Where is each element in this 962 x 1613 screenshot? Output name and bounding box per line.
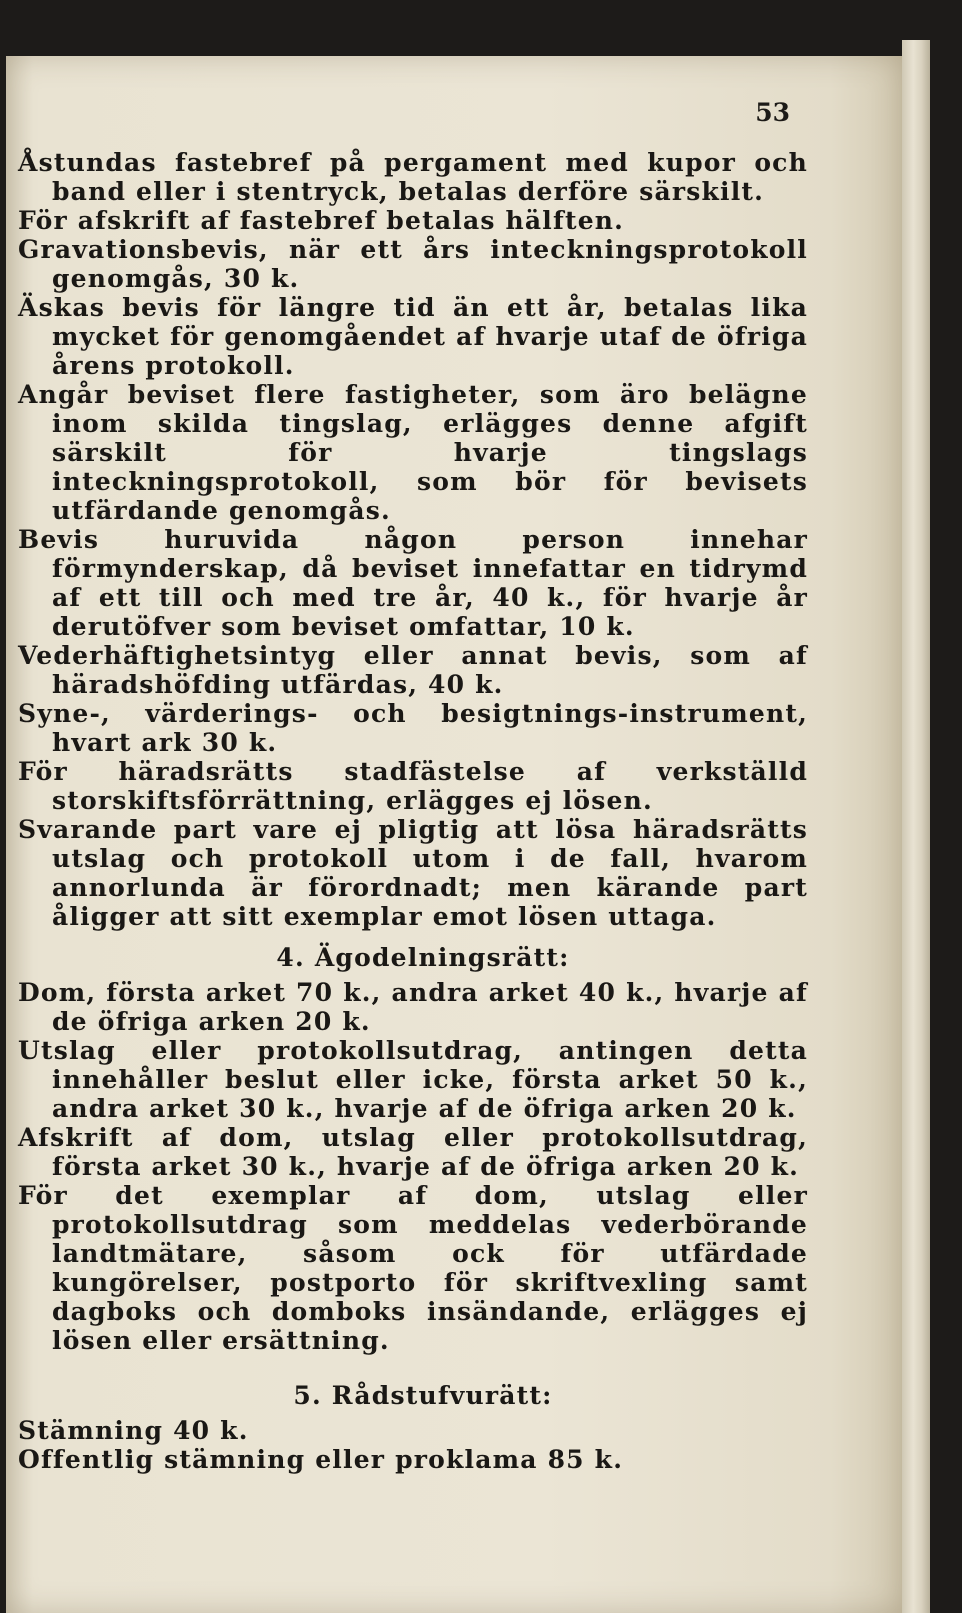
entry-syne-instrument: Syne-, värderings- och besigtnings-instrument, hvart ark 30 k. — [18, 699, 808, 757]
spacer — [18, 1355, 808, 1369]
entry-bevis-langre-tid: Äskas bevis för längre tid än ett år, betalas lika mycket för genomgåendet af hvarje utaf de öfriga årens protokoll. — [18, 293, 808, 380]
entry-afskrift-dom: Afskrift af dom, utslag eller protokollsutdrag, första arket 30 k., hvarje af de öfriga arken 20 k. — [18, 1123, 808, 1181]
entry-formynderskap: Bevis huruvida någon person innehar förmynderskap, då beviset innefattar en tidrymd af ett till och med tre år, 40 k., för hvarje år derutöfver som beviset omfattar, 10 k. — [18, 525, 808, 641]
page-edge — [902, 40, 930, 1613]
entry-svarande-part: Svarande part vare ej pligtig att lösa häradsrätts utslag och protokoll utom i de fall, hvarom annorlunda är förordnadt; men kärande part åligger att sitt exemplar emot lösen uttaga. — [18, 815, 808, 931]
entry-flere-fastigheter: Angår beviset flere fastigheter, som äro belägne inom skilda tingslag, erlägges denne afgift särskilt för hvarje tingslags inteckningsprotokoll, som bör för bevisets utfärdande genomgås. — [18, 380, 808, 525]
entry-gravationsbevis: Gravationsbevis, när ett års inteckningsprotokoll genomgås, 30 k. — [18, 235, 808, 293]
entry-fastebref-pergament: Åstundas fastebref på pergament med kupor och band eller i stentryck, betalas derföre särskilt. — [18, 148, 808, 206]
entry-vederhaftighetsintyg: Vederhäftighetsintyg eller annat bevis, som af häradshöfding utfärdas, 40 k. — [18, 641, 808, 699]
entry-dom: Dom, första arket 70 k., andra arket 40 k., hvarje af de öfriga arken 20 k. — [18, 978, 808, 1036]
section-heading-radstufvuratt: 5. Rådstufvurätt: — [293, 1381, 553, 1410]
entry-utslag-protokollsutdrag: Utslag eller protokollsutdrag, antingen detta innehåller beslut eller icke, första arket 50 k., andra arket 30 k., hvarje af de öfriga arken 20 k. — [18, 1036, 808, 1123]
entry-afskrift-fastebref: För afskrift af fastebref betalas hälften. — [18, 206, 625, 235]
entry-exemplar-landtmatare: För det exemplar af dom, utslag eller protokollsutdrag som meddelas vederbörande landtmätare, såsom ock för utfärdade kungörelser, postporto för skriftvexling samt dagboks och domboks insändande, erlägges ej lösen eller ersättning. — [18, 1181, 808, 1355]
page-text — [18, 148, 808, 1474]
page-number: 53 — [755, 98, 790, 127]
background-right — [930, 60, 962, 1613]
entry-storskiftsforrattning: För häradsrätts stadfästelse af verkställd storskiftsförrättning, erlägges ej lösen. — [18, 757, 808, 815]
entry-stamning: Stämning 40 k. — [18, 1416, 249, 1445]
section-heading-agodelningsratt: 4. Ägodelningsrätt: — [276, 943, 570, 972]
entry-offentlig-stamning: Offentlig stämning eller proklama 85 k. — [18, 1445, 624, 1474]
